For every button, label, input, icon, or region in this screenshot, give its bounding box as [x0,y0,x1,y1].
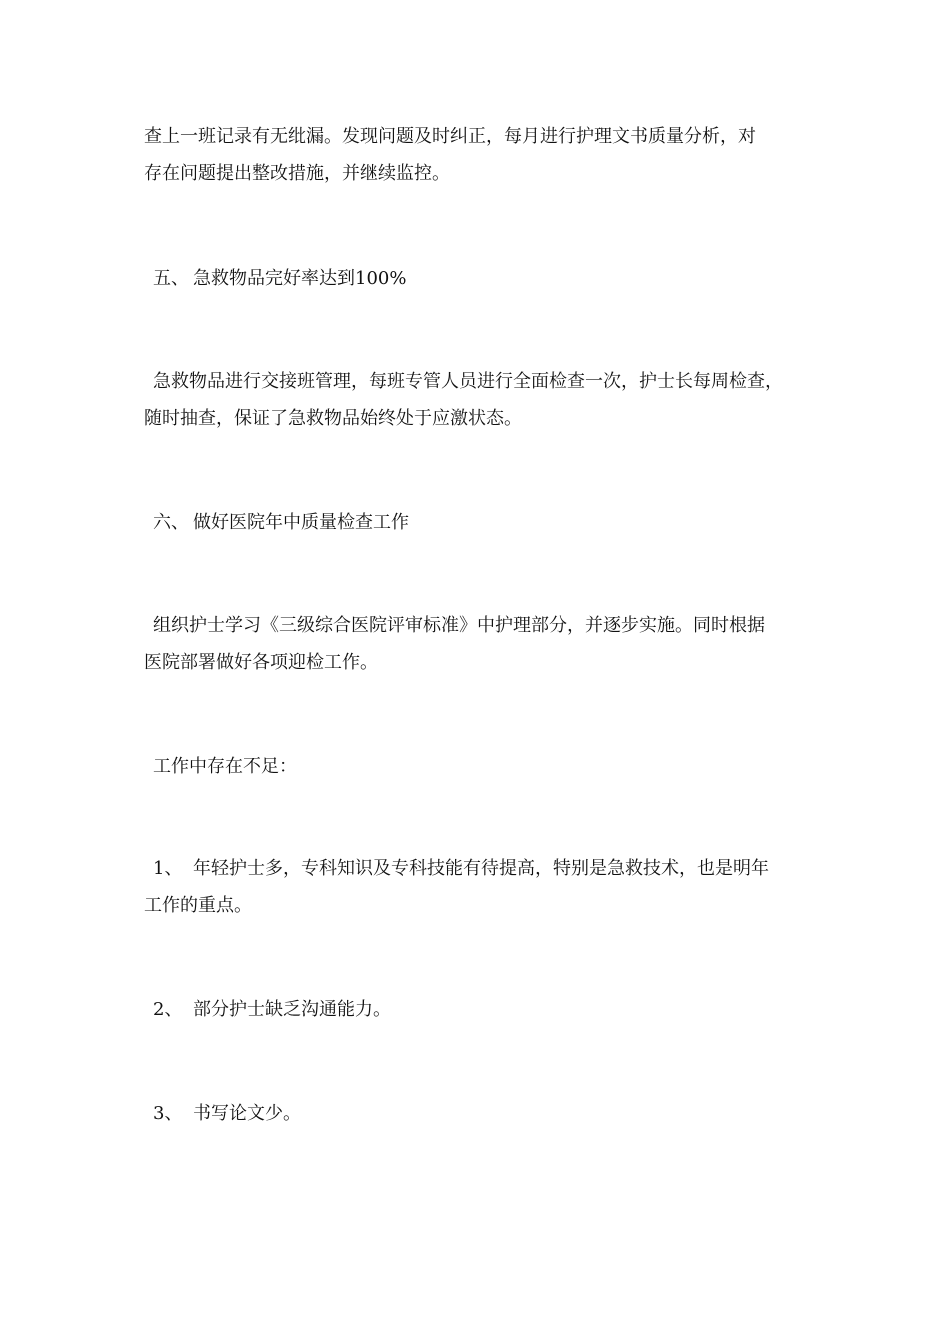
paragraph-line: 组织护士学习《三级综合医院评审标准》中护理部分，并逐步实施。同时根据 [153,615,765,636]
paragraph-line: 急救物品进行交接班管理，每班专管人员进行全面检查一次，护士长每周检查， [153,371,783,392]
list-text: 部分护士缺乏沟通能力。 [193,999,391,1020]
list-item-1 [153,856,833,882]
list-number: 1、 [153,858,183,879]
paragraph-line: 查上一班记录有无纰漏。发现问题及时纠正，每月进行护理文书质量分析，对 [144,126,756,147]
section-heading-6 [153,510,833,536]
shortcomings-heading: 工作中存在不足： [153,756,297,777]
section-heading-5 [153,266,833,292]
list-item-2 [153,997,833,1023]
paragraph-line: 医院部署做好各项迎检工作。 [144,652,378,673]
list-text: 书写论文少。 [193,1103,301,1124]
list-number: 3、 [153,1103,183,1124]
list-item-3 [153,1101,833,1127]
section-title: 做好医院年中质量检查工作 [193,512,409,533]
list-text: 年轻护士多，专科知识及专科技能有待提高，特别是急救技术，也是明年 [193,858,769,879]
section-title: 急救物品完好率达到100% [193,268,407,289]
list-item-1-continued: 工作的重点。 [144,895,252,916]
section-number: 五、 [153,268,189,289]
section-number: 六、 [153,512,189,533]
list-number: 2、 [153,999,183,1020]
paragraph-line: 存在问题提出整改措施，并继续监控。 [144,163,450,184]
paragraph-line: 随时抽查，保证了急救物品始终处于应激状态。 [144,408,522,429]
